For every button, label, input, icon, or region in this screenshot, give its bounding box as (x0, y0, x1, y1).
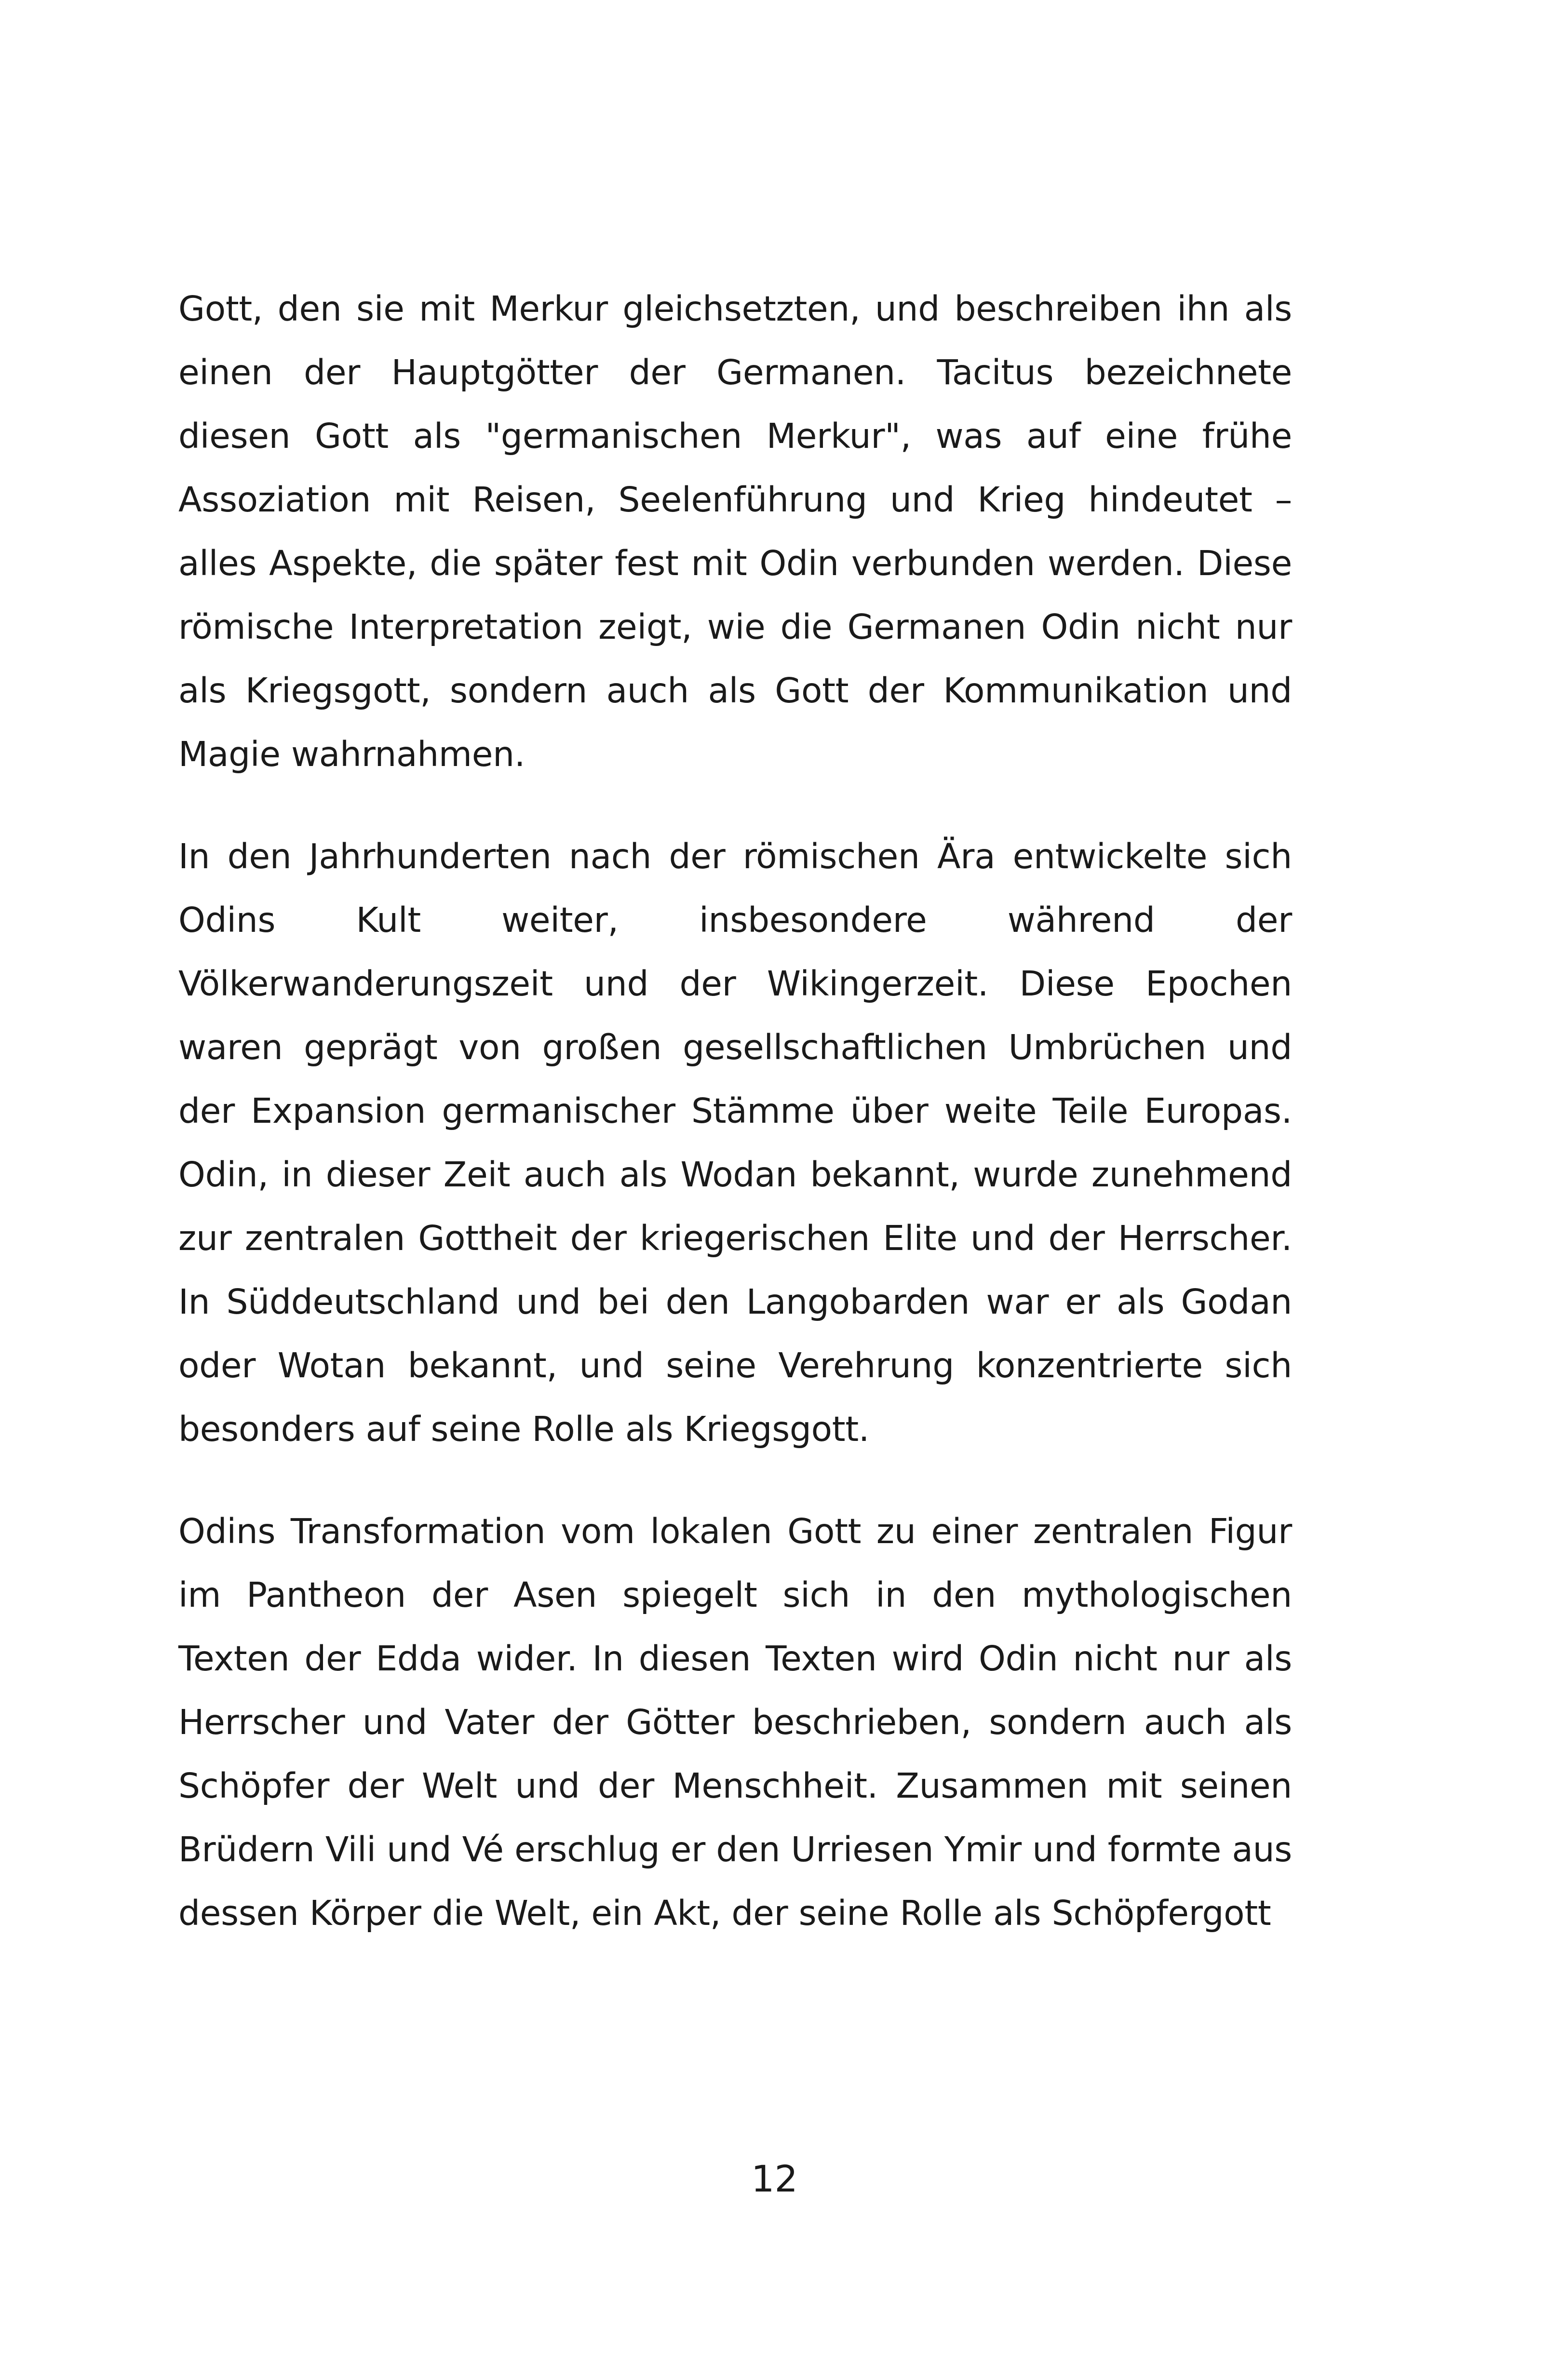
paragraph-3: Odins Transformation vom lokalen Gott zu einer zentralen Figur im Pantheon der Asen spiegelt sich in den mythologischen Texten der Edda wider. In diesen Texten wird Odin nicht nur als Herrscher und Vater der Götter beschrieben, sondern auch als Schöpfer der Welt und der Menschheit. Zusammen mit seinen Brüdern Vili und Vé erschlug er den Urriesen Ymir und formte aus dessen Körper die Welt, ein Akt, der seine Rolle als Schöpfergott (178, 1511, 1292, 1933)
paragraph-2: In den Jahrhunderten nach der römischen Ära entwickelte sich Odins Kult weiter, insbesondere während der Völkerwanderungszeit und der Wikingerzeit. Diese Epochen waren geprägt von großen gesellschaftlichen Umbrüchen und der Expansion germanischer Stämme über weite Teile Europas. Odin, in dieser Zeit auch als Wodan bekannt, wurde zunehmend zur zentralen Gottheit der kriegerischen Elite und der Herrscher. In Süddeutschland und bei den Langobarden war er als Godan oder Wotan bekannt, und seine Verehrung konzentrierte sich besonders auf seine Rolle als Kriegsgott. (178, 836, 1292, 1449)
page-body (178, 277, 1292, 1984)
paragraph-1: Gott, den sie mit Merkur gleichsetzten, und beschreiben ihn als einen der Hauptgötter der Germanen. Tacitus bezeichnete diesen Gott als "germanischen Merkur", was auf eine frühe Assoziation mit Reisen, Seelenführung und Krieg hindeutet – alles Aspekte, die später fest mit Odin verbunden werden. Diese römische Interpretation zeigt, wie die Germanen Odin nicht nur als Kriegsgott, sondern auch als Gott der Kommunikation und Magie wahrnahmen. (178, 289, 1292, 774)
page-number: 12 (751, 2157, 798, 2200)
